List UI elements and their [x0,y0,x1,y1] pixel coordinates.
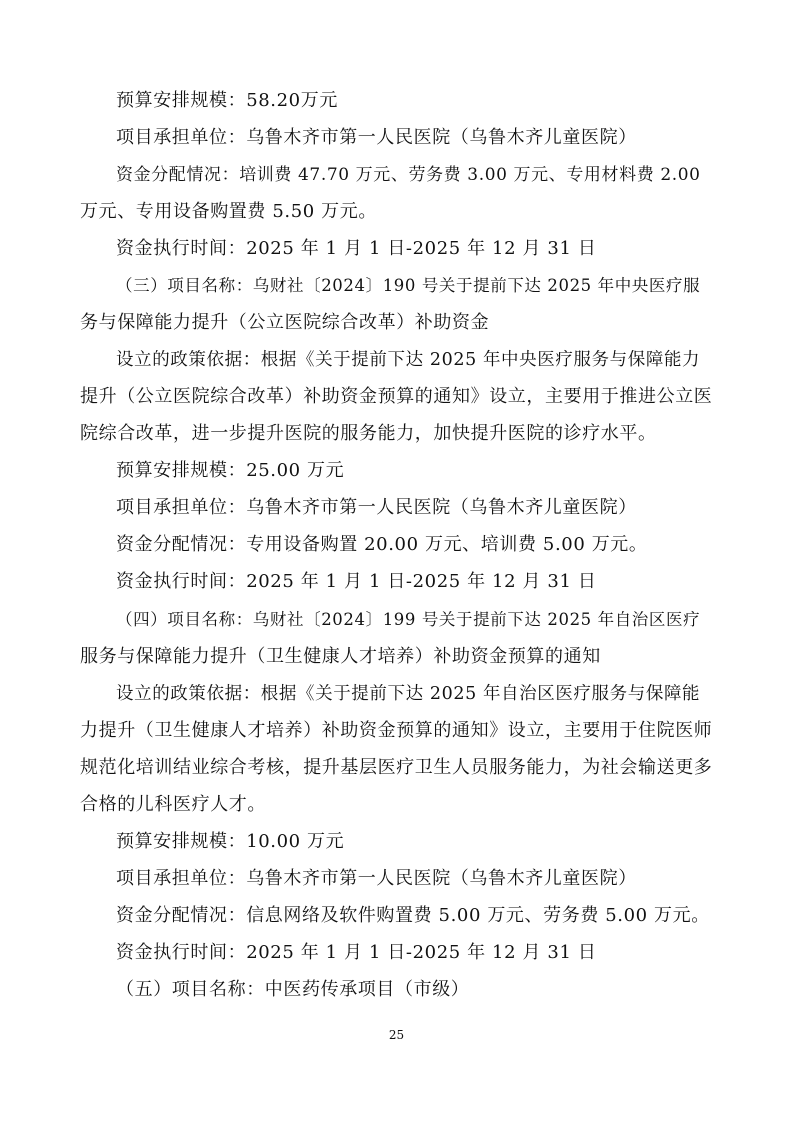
text-line: 项目承担单位：乌鲁木齐市第一人民医院（乌鲁木齐儿童医院） [116,868,637,889]
text-line: 资金执行时间：2025 年 1 月 1 日-2025 年 12 月 31 日 [116,571,597,592]
section-heading: 务与保障能力提升（公立医院综合改革）补助资金 [80,312,490,333]
section-heading: （四）项目名称：乌财社〔2024〕199 号关于提前下达 2025 年自治区医疗 [116,610,701,629]
page-number: 25 [388,1028,405,1042]
text-line: 设立的政策依据：根据《关于提前下达 2025 年中央医疗服务与保障能力 [116,350,701,370]
section-heading: （三）项目名称：乌财社〔2024〕190 号关于提前下达 2025 年中央医疗服 [116,276,701,295]
text-line: 资金分配情况：专用设备购置 20.00 万元、培训费 5.00 万元。 [116,534,648,555]
text-line: 力提升（卫生健康人才培养）补助资金预算的通知》设立，主要用于住院医师 [80,720,713,741]
section-heading: （五）项目名称：中医药传承项目（市级） [116,979,470,1000]
text-line: 预算安排规模：10.00 万元 [116,831,345,852]
text-line: 项目承担单位：乌鲁木齐市第一人民医院（乌鲁木齐儿童医院） [116,497,637,518]
text-line: 合格的儿科医疗人才。 [80,794,266,815]
text-line: 资金分配情况：培训费 47.70 万元、劳务费 3.00 万元、专用材料费 2.00 [116,165,701,185]
text-line: 预算安排规模：25.00 万元 [116,460,345,481]
text-line: 设立的政策依据：根据《关于提前下达 2025 年自治区医疗服务与保障能 [116,684,701,704]
text-line: 项目承担单位：乌鲁木齐市第一人民医院（乌鲁木齐儿童医院） [116,127,637,148]
text-line: 提升（公立医院综合改革）补助资金预算的通知》设立，主要用于推进公立医 [80,386,713,407]
text-line: 资金执行时间：2025 年 1 月 1 日-2025 年 12 月 31 日 [116,942,597,963]
text-line: 资金执行时间：2025 年 1 月 1 日-2025 年 12 月 31 日 [116,238,597,259]
text-line: 院综合改革，进一步提升医院的服务能力，加快提升医院的诊疗水平。 [80,423,657,444]
text-line: 预算安排规模：58.20万元 [116,90,338,111]
text-line: 资金分配情况：信息网络及软件购置费 5.00 万元、劳务费 5.00 万元。 [116,905,710,926]
section-heading: 服务与保障能力提升（卫生健康人才培养）补助资金预算的通知 [80,646,601,667]
text-line: 万元、专用设备购置费 5.50 万元。 [80,201,377,222]
text-line: 规范化培训结业综合考核，提升基层医疗卫生人员服务能力，为社会输送更多 [80,757,713,778]
